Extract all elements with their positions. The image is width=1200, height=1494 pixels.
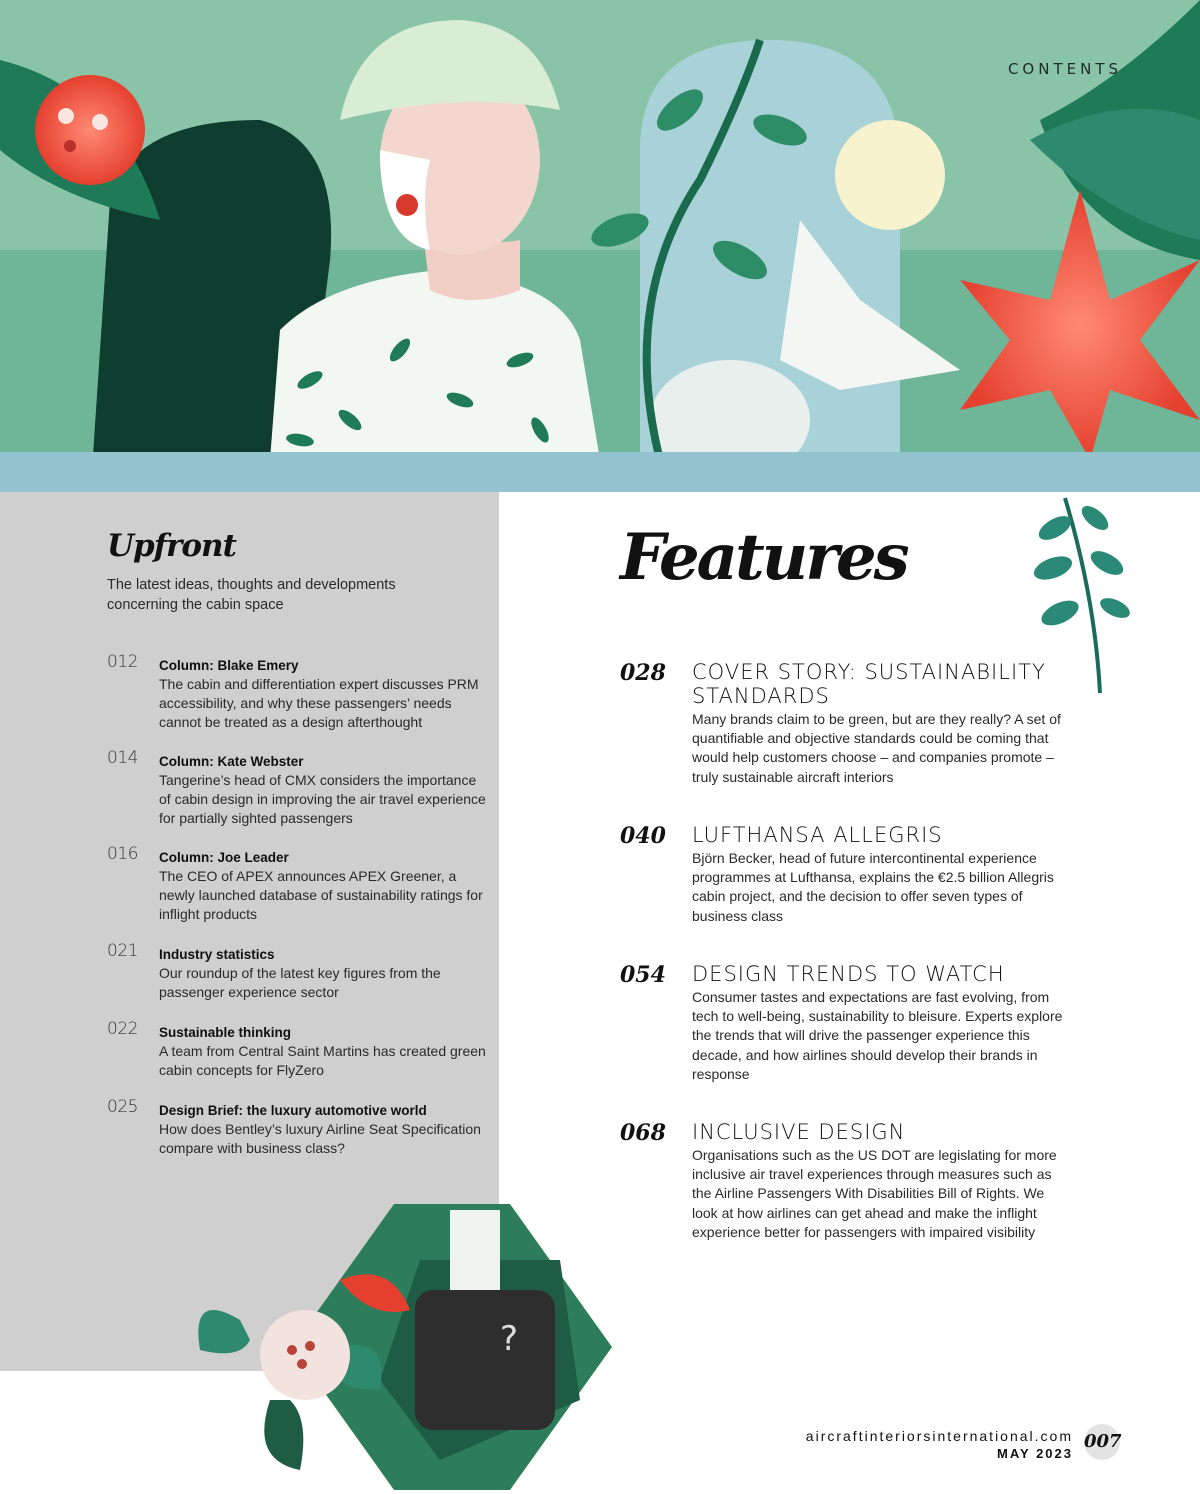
upfront-item-number: 021 xyxy=(107,941,138,961)
upfront-title: Upfront xyxy=(107,528,236,564)
hexagon-illustration xyxy=(180,1200,620,1494)
upfront-item-heading: Industry statistics xyxy=(159,947,275,962)
section-label: CONTENTS xyxy=(1007,60,1122,78)
feature-number: 040 xyxy=(620,823,666,849)
red-flower-left xyxy=(35,75,145,185)
upfront-item-description: The CEO of APEX announces APEX Greener, a newly launched database of sustainability ratings for inflight products xyxy=(159,868,483,923)
feature-description: Consumer tastes and expectations are fast evolving, from tech to well-being, sustainability to bleisure. Experts explore the trends that will drive the passenger experience this decade, and how airlines should develop their brands in response xyxy=(692,989,1063,1082)
feature-description: Many brands claim to be green, but are they really? A set of quantifiable and objective standards could be coming that would help customers choose – and companies promote – truly sustainable aircraft interiors xyxy=(692,711,1061,785)
features-title: Features xyxy=(620,520,907,595)
feature-heading: LUFTHANSA ALLEGRIS xyxy=(692,823,943,847)
upfront-item-heading: Design Brief: the luxury automotive world xyxy=(159,1103,427,1118)
page-number: 007 xyxy=(1084,1424,1120,1460)
upfront-item-number: 016 xyxy=(107,844,138,864)
feature-number: 028 xyxy=(620,660,666,686)
sun-icon xyxy=(835,120,945,230)
upfront-item-number: 022 xyxy=(107,1019,138,1039)
upfront-item-description: The cabin and differentiation expert discusses PRM accessibility, and why these passengers’ needs cannot be treated as a design afterthought xyxy=(159,676,479,731)
hero-illustration xyxy=(0,0,1200,492)
feature-heading: DESIGN TRENDS TO WATCH xyxy=(692,962,1005,986)
upfront-item-heading: Column: Kate Webster xyxy=(159,754,304,769)
upfront-intro: The latest ideas, thoughts and developments concerning the cabin space xyxy=(107,577,396,613)
footer-website-link[interactable]: aircraftinteriorsinternational.com xyxy=(805,1428,1073,1444)
upfront-item-heading: Column: Blake Emery xyxy=(159,658,299,673)
question-mark-icon: ? xyxy=(500,1319,519,1359)
upfront-item-heading: Sustainable thinking xyxy=(159,1025,292,1040)
upfront-item-description: Tangerine’s head of CMX considers the importance of cabin design in improving the air travel experience for partially sighted passengers xyxy=(159,772,486,827)
feature-description: Organisations such as the US DOT are legislating for more inclusive air travel experiences through measures such as the Airline Passengers With Disabilities Bill of Rights. We look at how airlines can get ahead and make the inflight experience better for passengers with impaired visibility xyxy=(692,1147,1057,1240)
feature-description: Björn Becker, head of future intercontinental experience programmes at Lufthansa, explains the €2.5 billion Allegris cabin project, and the decision to offer seven types of business class xyxy=(692,850,1054,924)
upfront-item-heading: Column: Joe Leader xyxy=(159,850,289,865)
feature-heading: INCLUSIVE DESIGN xyxy=(692,1120,906,1144)
feature-heading: COVER STORY: SUSTAINABILITY STANDARDS xyxy=(692,660,1046,708)
earring-icon xyxy=(396,194,418,216)
upfront-item-number: 014 xyxy=(107,748,138,768)
upfront-item-description: A team from Central Saint Martins has created green cabin concepts for FlyZero xyxy=(159,1043,486,1079)
window-dark-icon xyxy=(415,1290,555,1430)
footer-issue-date: MAY 2023 xyxy=(997,1446,1073,1461)
hero-bottom-band xyxy=(0,452,1200,492)
feature-number: 054 xyxy=(620,962,666,988)
hexagon-shirt xyxy=(450,1210,500,1290)
upfront-item-description: How does Bentley’s luxury Airline Seat Specification compare with business class? xyxy=(159,1121,481,1157)
upfront-item-description: Our roundup of the latest key figures from the passenger experience sector xyxy=(159,965,441,1001)
upfront-item-number: 025 xyxy=(107,1097,138,1117)
upfront-item-number: 012 xyxy=(107,652,138,672)
feature-number: 068 xyxy=(620,1120,666,1146)
